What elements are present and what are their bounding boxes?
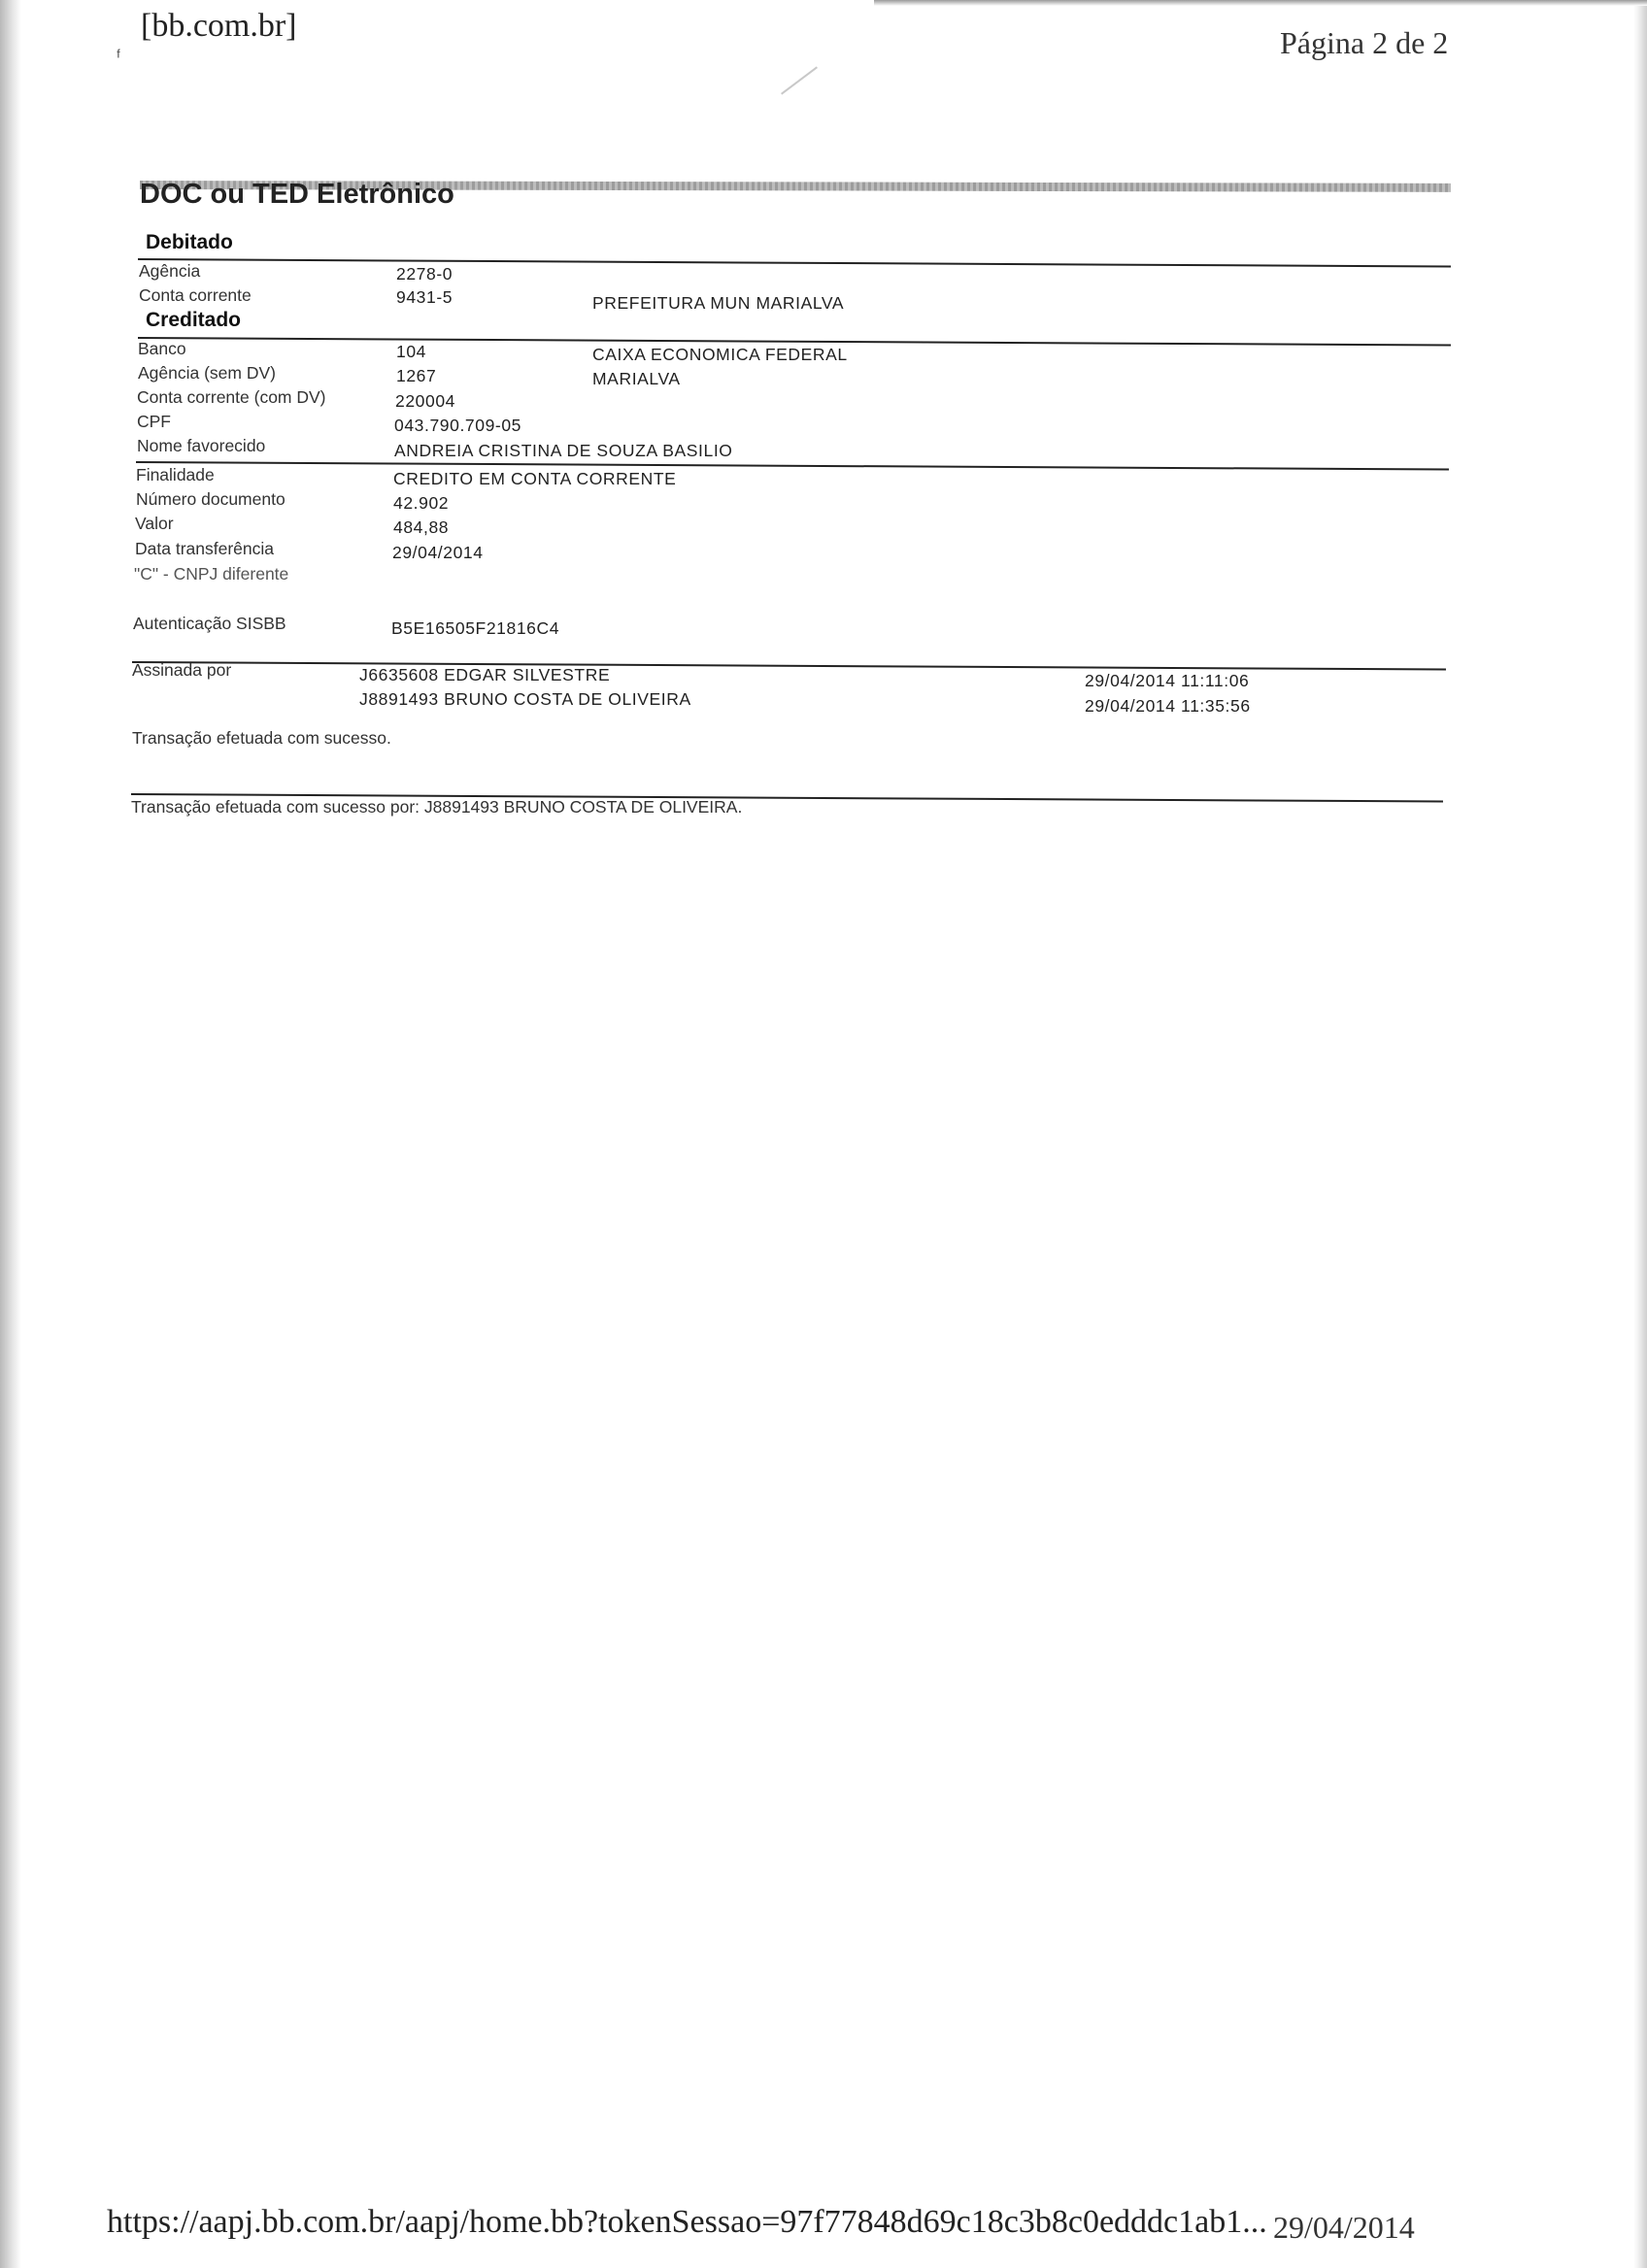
header-site: [bb.com.br] bbox=[141, 8, 297, 44]
conta-label: Conta corrente bbox=[139, 285, 252, 305]
rule-detalhes bbox=[136, 461, 1449, 471]
cpf-label: CPF bbox=[137, 412, 171, 431]
agencia-sem-dv-label: Agência (sem DV) bbox=[138, 363, 276, 383]
scan-right-edge bbox=[1633, 0, 1647, 2268]
banco-label: Banco bbox=[138, 339, 186, 358]
rule-debitado bbox=[138, 258, 1451, 268]
footer-date: 29/04/2014 bbox=[1273, 2210, 1415, 2245]
conta-com-dv-value: 220004 bbox=[395, 391, 455, 411]
status-text: Transação efetuada com sucesso. bbox=[132, 728, 391, 748]
scan-top-edge bbox=[874, 0, 1647, 6]
section-debitado: Debitado bbox=[146, 231, 233, 253]
document-title: DOC ou TED Eletrônico bbox=[140, 179, 454, 210]
page-number: Página 2 de 2 bbox=[1280, 25, 1449, 60]
valor-value: 484,88 bbox=[393, 517, 450, 537]
footer-url: https://aapj.bb.com.br/aapj/home.bb?tokenSessao=97f77848d69c18c3b8c0edddc1ab1... bbox=[107, 2204, 1267, 2240]
cpf-value: 043.790.709-05 bbox=[394, 416, 522, 435]
finalidade-label: Finalidade bbox=[136, 465, 215, 484]
agencia-label: Agência bbox=[139, 261, 201, 281]
numero-documento-label: Número documento bbox=[136, 489, 286, 509]
agencia-value: 2278-0 bbox=[396, 264, 454, 284]
banco-value: 104 bbox=[396, 342, 426, 361]
valor-label: Valor bbox=[135, 514, 174, 533]
scan-left-edge bbox=[0, 0, 21, 2268]
signer-2-datetime: 29/04/2014 11:35:56 bbox=[1085, 696, 1251, 716]
nome-favorecido-value: ANDREIA CRISTINA DE SOUZA BASILIO bbox=[394, 441, 733, 460]
agencia-sem-dv-value: 1267 bbox=[396, 366, 437, 385]
section-creditado: Creditado bbox=[146, 309, 242, 331]
signer-1-name: J6635608 EDGAR SILVESTRE bbox=[359, 665, 611, 684]
agencia-nome: MARIALVA bbox=[592, 369, 681, 388]
banco-nome: CAIXA ECONOMICA FEDERAL bbox=[592, 345, 848, 364]
conta-com-dv-label: Conta corrente (com DV) bbox=[137, 387, 326, 407]
finalidade-value: CREDITO EM CONTA CORRENTE bbox=[393, 469, 677, 488]
data-transferencia-value: 29/04/2014 bbox=[392, 543, 484, 562]
rule-assinaturas bbox=[132, 661, 1446, 671]
status-footer-text: Transação efetuada com sucesso por: J8891493 BRUNO COSTA DE OLIVEIRA. bbox=[131, 797, 743, 817]
data-transferencia-label: Data transferência bbox=[135, 539, 274, 558]
pen-mark bbox=[781, 66, 818, 94]
titular-value: PREFEITURA MUN MARIALVA bbox=[592, 293, 845, 313]
assinada-por-label: Assinada por bbox=[132, 660, 232, 680]
signer-1-datetime: 29/04/2014 11:11:06 bbox=[1085, 671, 1250, 690]
nome-favorecido-label: Nome favorecido bbox=[137, 436, 266, 455]
numero-documento-value: 42.902 bbox=[393, 493, 450, 513]
signer-2-name: J8891493 BRUNO COSTA DE OLIVEIRA bbox=[359, 689, 691, 709]
conta-value: 9431-5 bbox=[396, 287, 454, 307]
autenticacao-label: Autenticação SISBB bbox=[133, 614, 286, 633]
autenticacao-value: B5E16505F21816C4 bbox=[391, 618, 560, 638]
cnpj-note: "C" - CNPJ diferente bbox=[134, 564, 289, 584]
scan-speck: ᶠ bbox=[117, 47, 121, 66]
